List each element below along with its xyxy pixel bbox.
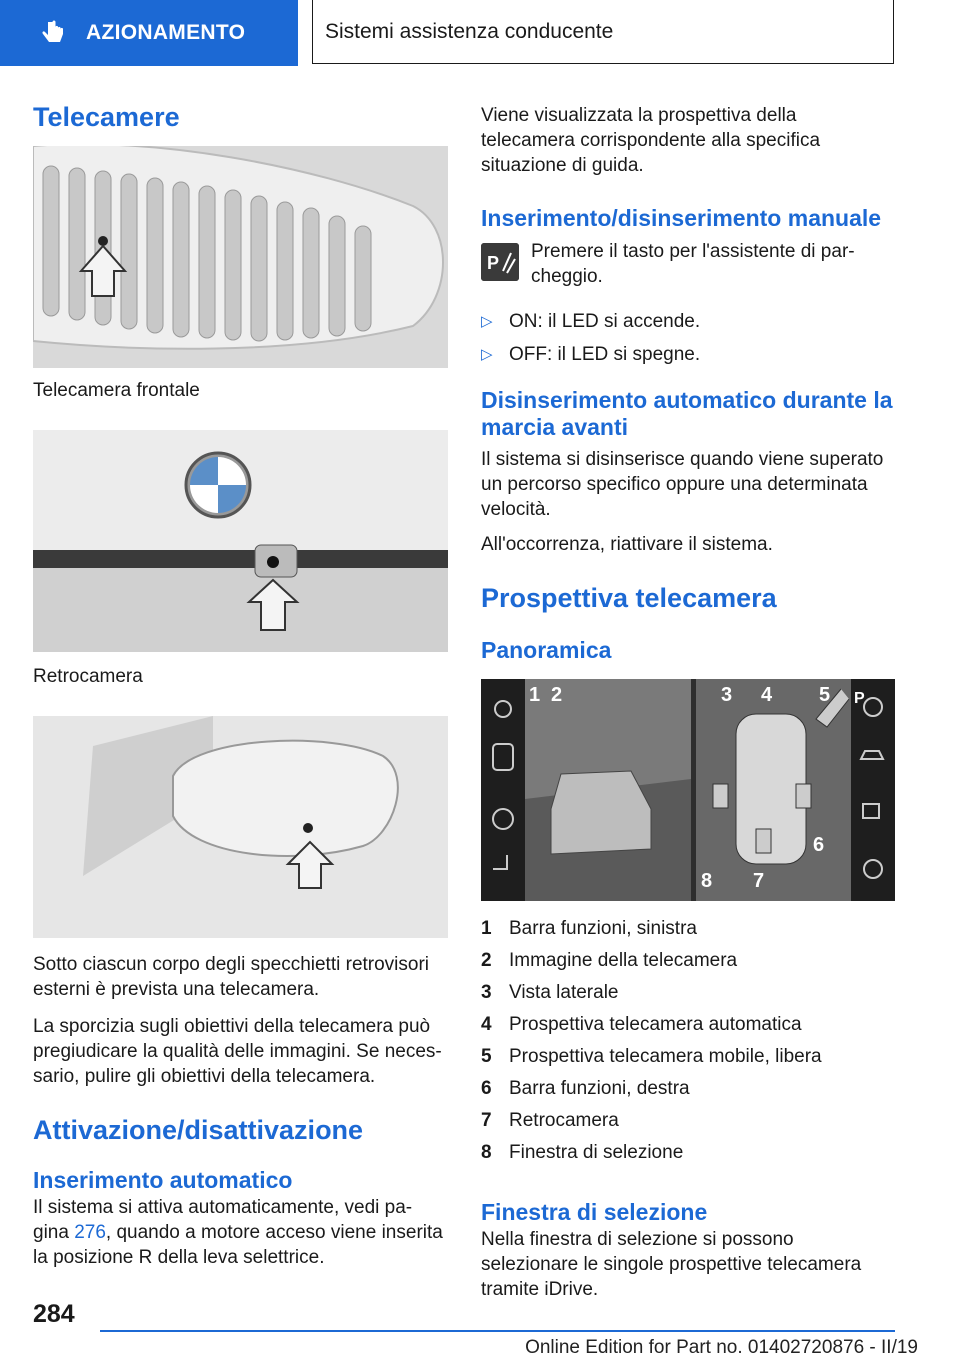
legend-item: 7 Retrocamera (481, 1110, 619, 1131)
footer-edition: Online Edition for Part no. 01402720876 - II/19 (525, 1337, 918, 1358)
bullet-off: ▷ OFF: il LED si spegne. (481, 344, 701, 365)
heading-manual: Inserimento/disinserimento manuale (481, 205, 882, 231)
legend-item: 1 Barra funzioni, sinistra (481, 918, 697, 939)
paragraph-manual: Premere il tasto per l'assistente di par-cheggio. (531, 241, 855, 287)
park-assist-button-icon (481, 243, 519, 281)
screen-label-5: 5 (819, 684, 831, 706)
paragraph-mirror-cameras: Sotto ciascun corpo degli specchietti retrovisori esterni è prevista una telecamera. (33, 954, 430, 1000)
heading-activation: Attivazione/disattivazione (33, 1115, 364, 1145)
screen-label-4: 4 (761, 684, 773, 706)
legend-item: 6 Barra funzioni, destra (481, 1078, 690, 1099)
paragraph-dirt-warning: La sporcizia sugli obiettivi della telecamera può pregiudicare la qualità delle immagini. Se neces-sario, pulire gli obiettivi della telecamera. (33, 1016, 442, 1087)
page-link-276[interactable]: 276 (74, 1222, 106, 1243)
manual-instruction (481, 239, 895, 289)
screen-label-2: 2 (551, 684, 563, 706)
mirror-camera-image (33, 716, 448, 938)
heading-overview: Panoramica (481, 637, 612, 663)
heading-selection-window: Finestra di selezione (481, 1199, 708, 1225)
legend-item: 3 Vista laterale (481, 982, 619, 1003)
page-number: 284 (33, 1300, 75, 1328)
heading-cameras: Telecamere (33, 102, 180, 132)
paragraph-auto-off: Il sistema si disinserisce quando viene superato un percorso specifico oppure una determinata velocità. (481, 449, 884, 520)
legend-item: 5 Prospettiva telecamera mobile, libera (481, 1046, 822, 1067)
paragraph-selection-window: Nella finestra di selezione si possono selezionare le singole prospettive telecamera tramite iDrive. (481, 1229, 862, 1300)
triangle-bullet-icon: ▷ (481, 313, 493, 330)
paragraph-reactivate: All'occorrenza, riattivare il sistema. (481, 534, 773, 555)
left-column (33, 100, 448, 1270)
heading-auto-off: Disinserimento automatico durante la marcia avanti (481, 387, 893, 440)
screen-label-1: 1 (529, 684, 541, 706)
legend-item: 8 Finestra di selezione (481, 1142, 684, 1163)
footer-divider (100, 1330, 895, 1332)
heading-perspective: Prospettiva telecamera (481, 583, 777, 613)
legend-item: 2 Immagine della telecamera (481, 950, 738, 971)
chapter-header (312, 0, 894, 64)
section-tab (0, 0, 298, 66)
screen-label-8: 8 (701, 870, 713, 892)
svg-text:P: P (854, 690, 865, 707)
legend-list (481, 913, 895, 1169)
caption-front-camera: Telecamera frontale (33, 380, 200, 401)
screen-label-3: 3 (721, 684, 733, 706)
section-title: AZIONAMENTO (86, 21, 246, 44)
rear-camera-image (33, 430, 448, 652)
right-column (481, 103, 895, 1302)
legend-item: 4 Prospettiva telecamera automatica (481, 1014, 802, 1035)
camera-view-screen (481, 679, 895, 901)
screen-label-6: 6 (813, 834, 825, 856)
caption-rear-camera: Retrocamera (33, 666, 143, 687)
svg-text:P: P (487, 253, 500, 273)
heading-auto-activation: Inserimento automatico (33, 1167, 293, 1193)
paragraph-auto-activation: Il sistema si attiva automaticamente, vedi pa-gina 276, quando a motore acceso viene inserita la posizione R della leva selettrice. (33, 1197, 443, 1268)
paragraph-view-intro: Viene visualizzata la prospettiva della telecamera corrispondente alla specifica situazione di guida. (481, 105, 821, 176)
front-camera-image (33, 146, 448, 368)
bullet-on: ▷ ON: il LED si accende. (481, 311, 701, 332)
chapter-title: Sistemi assistenza conducente (325, 19, 614, 43)
triangle-bullet-icon: ▷ (481, 346, 493, 363)
hand-icon (38, 18, 68, 48)
screen-label-7: 7 (753, 870, 765, 892)
